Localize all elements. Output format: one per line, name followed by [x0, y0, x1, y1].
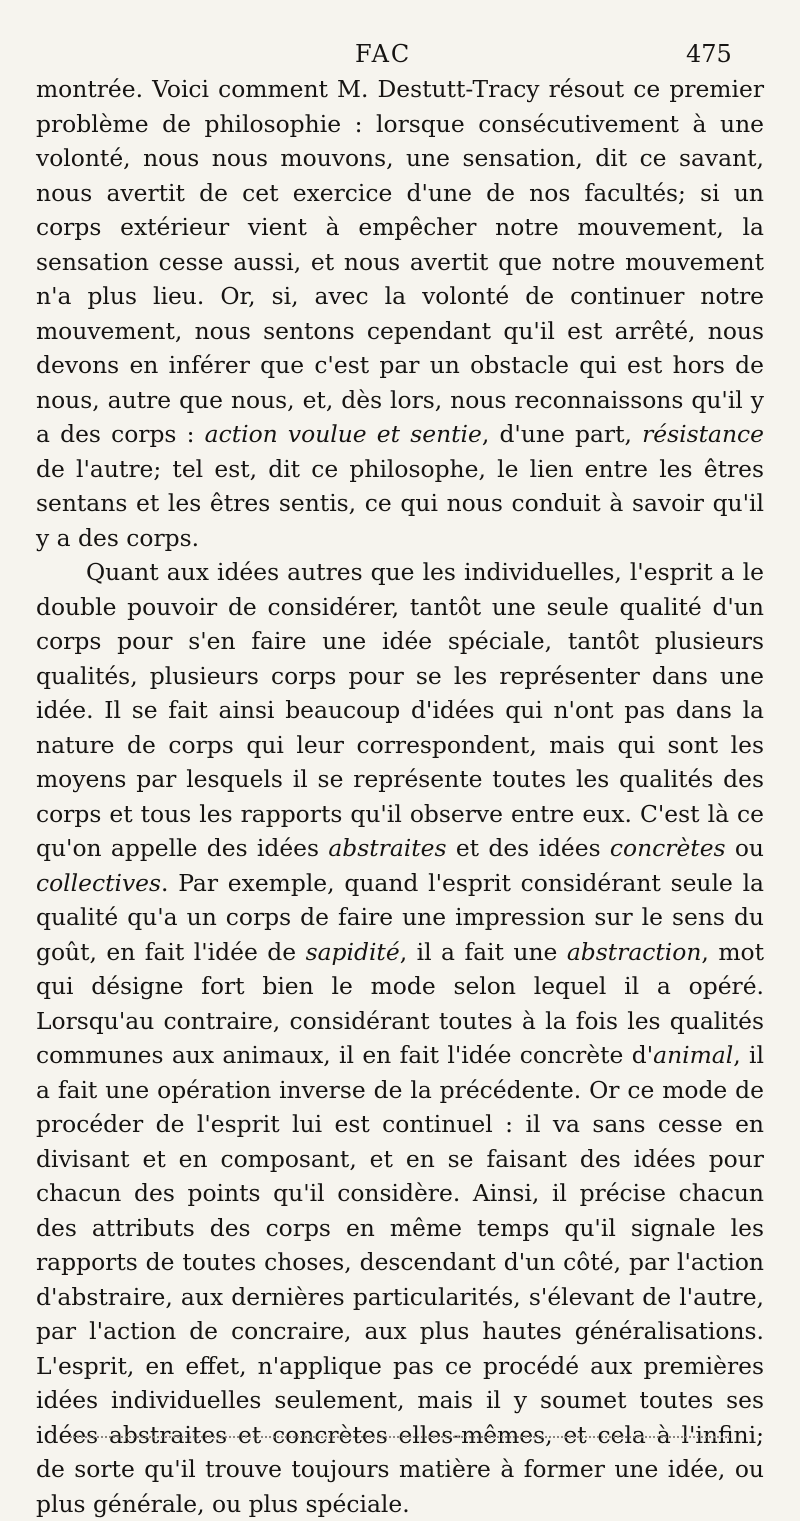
paragraph-2-italic-6: animal — [653, 1041, 734, 1069]
paragraph-2-italic-5: abstraction — [566, 937, 702, 966]
paragraph-2-italic-1: abstraites — [328, 834, 447, 862]
paragraph-1-text-3: de l'autre; tel est, dit ce philosophe, le lien entre les êtres sentans et les êtres sentis, ce qui nous conduit à savoir qu'il y a des corps. — [36, 454, 764, 552]
body-text — [36, 72, 764, 1521]
running-head — [0, 40, 800, 76]
paragraph-2-text-6: , mot qui désigne fort bien le mode selon lequel il a opéré. Lorsqu'au contraire, considérant toutes à la fois les qualités communes aux animaux, il en fait l'idée concrète d' — [36, 937, 764, 1069]
running-head-word: FAC — [355, 40, 412, 68]
paragraph-2-text-5: , il a fait une — [399, 937, 567, 966]
paragraph-1 — [36, 72, 764, 555]
page-number: 475 — [686, 40, 732, 68]
paragraph-1-italic-2: résistance — [642, 420, 764, 448]
paragraph-2-italic-4: sapidité — [305, 937, 400, 966]
paragraph-2 — [36, 555, 764, 1521]
paragraph-2-text-4: . Par exemple, quand l'esprit considérant seule la qualité qu'a un corps de faire une impression sur le sens du goût, en fait l'idée de — [36, 868, 764, 966]
paragraph-2-italic-3: collectives — [36, 868, 162, 897]
paragraph-1-text-1: montrée. Voici comment M. Destutt-Tracy résout ce premier problème de philosophie : lorsque consécutivement à une volonté, nous nous mouvons, une sensation, dit ce savant, nous avertit de cet exercice d'une de nos facultés; si un corps extérieur vient à empêcher notre mouvement, la sensation cesse aussi, et nous avertit que notre mouvement n'a plus lieu. Or, si, avec la volonté de continuer notre mouvement, nous sentons cependant qu'il est arrêté, nous devons en inférer que c'est par un obstacle qui est hors de nous, autre que nous, et, dès lors, nous reconnaissons qu'il y a des corps : — [36, 75, 764, 448]
paragraph-2-text-7: , il a fait une opération inverse de la précédente. Or ce mode de procéder de l'esprit lui est continuel : il va sans cesse en divisant et en composant, et en se faisant des idées pour chacun des points qu'il considère. Ainsi, il précise chacun des attributs des corps en même temps qu'il signale les rapports de toutes choses, descendant d'un côté, par l'action d'abstraire, aux dernières particularités, s'élevant de l'autre, par l'action de concraire, aux plus hautes généralisations. L'esprit, en effet, n'applique pas ce procédé aux premières idées individuelles seulement, mais il y soumet toutes ses idées abstraites et concrètes elles-mêmes, et cela à l'infini; de sorte qu'il trouve toujours matière à former une idée, ou plus générale, ou plus spéciale. — [36, 1041, 764, 1518]
bottom-dotted-rule — [70, 1436, 730, 1438]
paragraph-1-italic-1: action voulue et sentie — [204, 420, 482, 448]
paragraph-1-text-2: , d'une part, — [481, 420, 643, 448]
paragraph-2-text-1: Quant aux idées autres que les individuelles, l'esprit a le double pouvoir de considérer, tantôt une seule qualité d'un corps pour s'en faire une idée spéciale, tantôt plusieurs qualités, plusieurs corps pour se les représenter dans une idée. Il se fait ainsi beaucoup d'idées qui n'ont pas dans la nature de corps qui leur correspondent, mais qui sont les moyens par lesquels il se représente toutes les qualités des corps et tous les rapports qu'il observe entre eux. C'est là ce qu'on appelle des idées — [36, 558, 764, 862]
paragraph-2-text-2: et des idées — [446, 834, 610, 862]
paragraph-2-italic-2: concrètes — [609, 834, 726, 862]
paragraph-2-text-3: ou — [725, 834, 764, 862]
